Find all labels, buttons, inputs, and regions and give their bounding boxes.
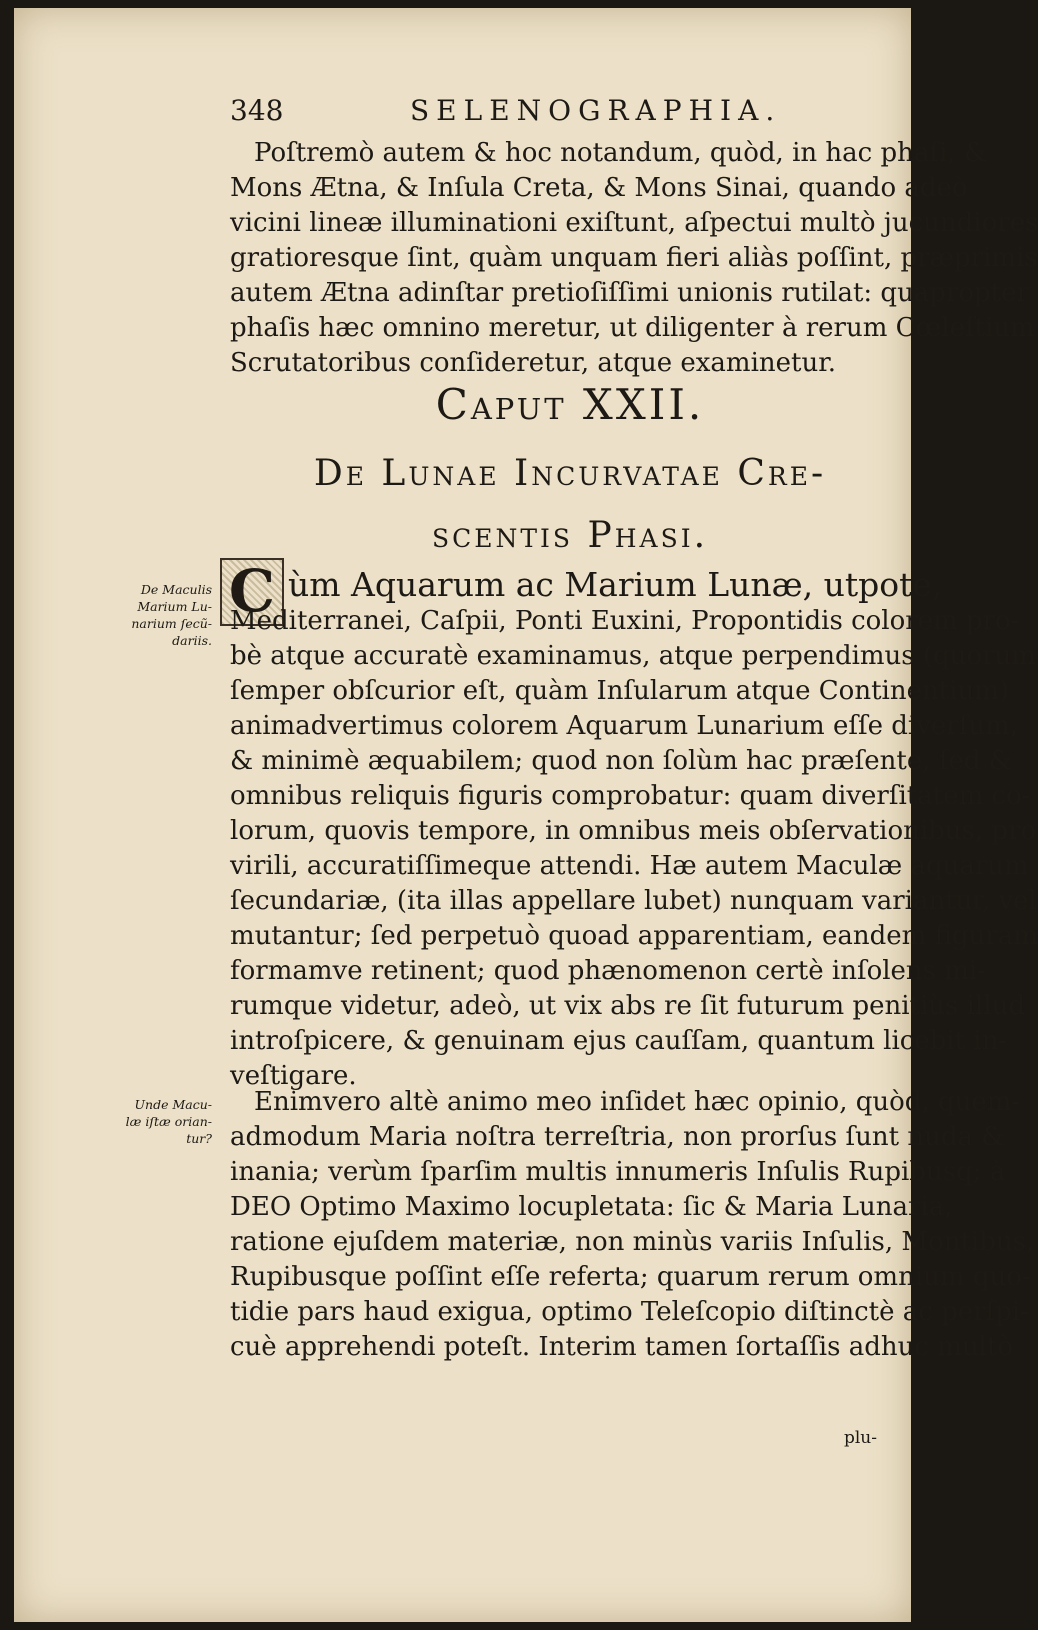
text-line: inania; verùm ſparſim multis innumeris Inſulis Rupibusq; à: [230, 1157, 1006, 1187]
text-line: ratione ejuſdem materiæ, non minùs variis Inſulis, Montibus,: [230, 1227, 1035, 1257]
text-line: animadvertimus colorem Aquarum Lunarium eſſe diverſum,: [230, 711, 1019, 741]
top-paragraph: [230, 136, 1038, 381]
marginal-line: læ iſtæ orian-: [125, 1114, 212, 1129]
chapter-title-line-2: scentis Phasi.: [431, 515, 709, 556]
running-head: [230, 94, 851, 134]
text-line: virili, accuratiſſimeque attendi. Hæ autem Maculæ aquarum: [230, 851, 1029, 881]
text-line: Rupibusque poſſint eſſe referta; quarum rerum omnium quo-: [230, 1262, 1031, 1292]
text-line: admodum Maria noſtra terreſtria, non prorſus ſunt nuda &: [230, 1122, 1005, 1152]
marginal-line: narium ſecũ-: [131, 616, 212, 631]
text-line: gratioresque ſint, quàm unquam fieri aliàs poſſint, præprimis: [230, 243, 1038, 273]
text-line: autem Ætna adinſtar pretioſiſſimi unionis rutilat: quapropter: [230, 278, 1029, 308]
text-line: Mediterranei, Caſpii, Ponti Euxini, Propontidis colorem pro-: [230, 606, 1020, 636]
paragraph-2: [230, 1085, 1035, 1365]
text-line: rumque videtur, adeò, ut vix abs re ſit futurum penitiùs illud: [230, 991, 1025, 1021]
paragraph-1: [230, 565, 1038, 1094]
text-line: vicini lineæ illuminationi exiſtunt, aſpectui multò jucundiores: [230, 208, 1038, 238]
running-title: SELENOGRAPHIA.: [410, 94, 782, 127]
text-line: Scrutatoribus conſideretur, atque examinetur.: [230, 348, 837, 378]
text-line: ſemper obſcurior eſt, quàm Inſularum atque Continentium): [230, 676, 1010, 706]
text-line: omnibus reliquis figuris comprobatur: quam diverſitatem co-: [230, 781, 1031, 811]
text-line: lorum, quovis tempore, in omnibus meis obſervationibus, pro: [230, 816, 1037, 846]
text-line: bè atque accuratè examinamus, atque perpendimus (quorum: [230, 641, 1036, 671]
chapter-title-line-1: De Lunae Incurvatae Cre-: [313, 453, 827, 494]
text-line: cuè apprehendi poteſt. Interim tamen ſortaſſis adhuc multò: [230, 1332, 1014, 1362]
marginal-line: Marium Lu-: [137, 599, 212, 614]
marginal-line: tur?: [186, 1131, 212, 1146]
catchword: plu-: [843, 1428, 877, 1448]
text-line: DEO Optimo Maximo locupletata: ſic & Maria Lunaria,: [230, 1192, 953, 1222]
text-line: Poſtremò autem & hoc notandum, quòd, in hac phaſi, &: [254, 138, 987, 168]
text-line: Enimvero altè animo meo inſidet hæc opinio, quòd, quem-: [254, 1087, 1021, 1117]
text-line: ùm Aquarum ac Marium Lunæ, utpote,: [288, 565, 943, 604]
text-line: ſecundariæ, (ita illas appellare lubet) nunquam variantur, vel: [230, 886, 1037, 916]
text-line: Mons Ætna, & Inſula Creta, & Mons Sinai, quando adeò: [230, 173, 968, 203]
page-number: 348: [230, 94, 284, 127]
marginal-line: De Maculis: [140, 582, 212, 597]
book-page: [14, 8, 1038, 1622]
text-line: introſpicere, & genuinam ejus cauſſam, quantum licebit in-: [230, 1026, 1008, 1056]
marginal-note-origin: [114, 1096, 212, 1147]
initial-letter: C: [228, 557, 276, 625]
chapter-number: Caput XXII.: [435, 380, 705, 429]
text-line: phaſis hæc omnino meretur, ut diligenter à rerum Cœleſtium: [230, 313, 1035, 343]
marginal-line: dariis.: [172, 633, 212, 648]
marginal-line: Unde Macu-: [134, 1097, 212, 1112]
text-line: tidie pars haud exigua, optimo Teleſcopio diſtinctè ac perſpi-: [230, 1297, 1029, 1327]
marginal-note-maculae: [114, 581, 212, 649]
text-line: formamve retinent; quod phænomenon certè inſolens mi-: [230, 956, 987, 986]
text-line: mutantur; ſed perpetuò quoad apparentiam, eandem figuram: [230, 921, 1038, 951]
text-line: & minimè æquabilem; quod non ſolùm hac præſente, ſed &: [230, 746, 1012, 776]
text-line: veſtigare.: [230, 1061, 357, 1091]
